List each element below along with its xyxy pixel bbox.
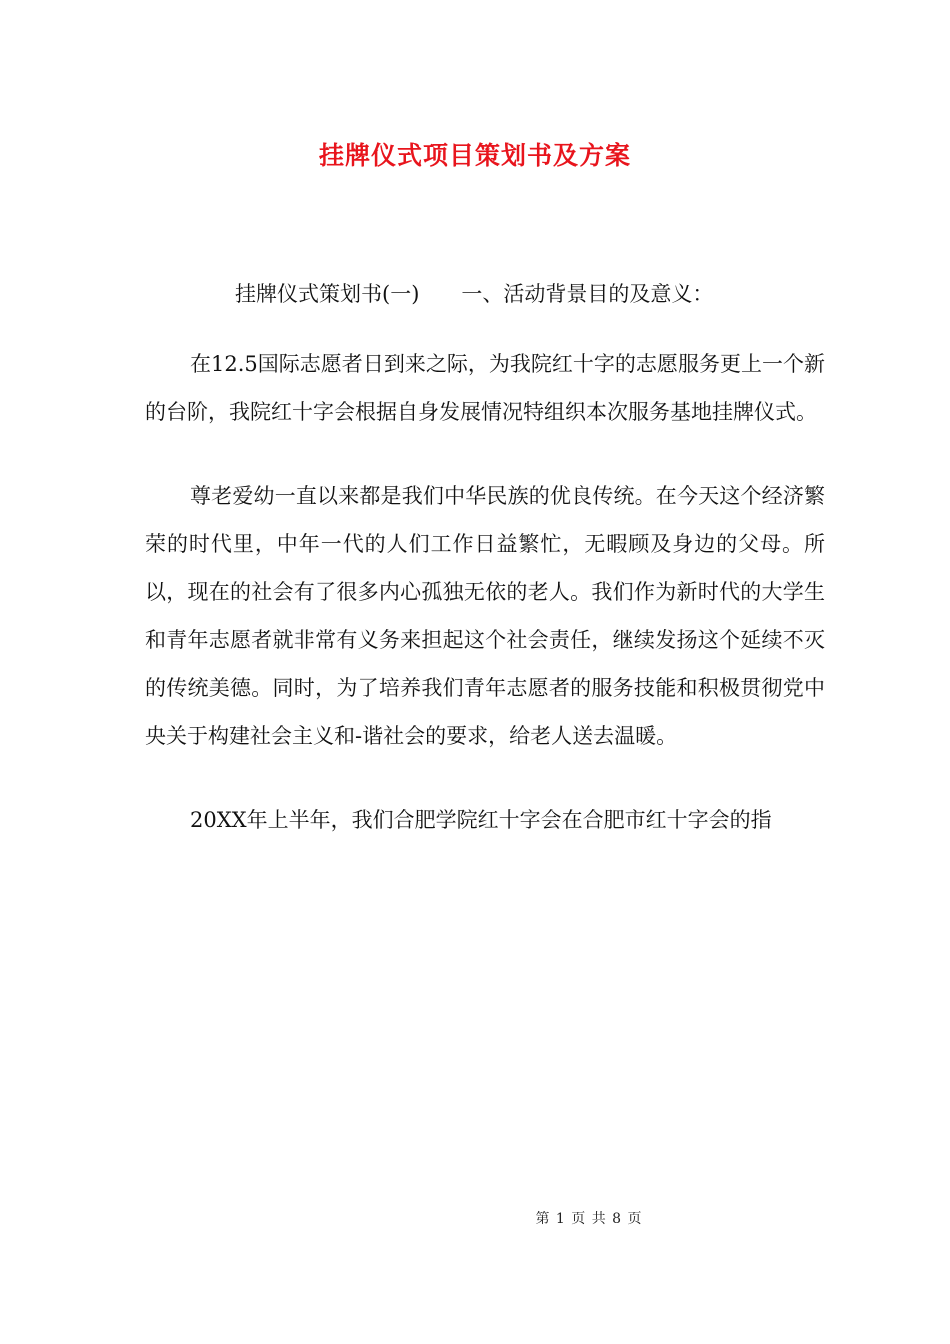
document-body xyxy=(145,270,825,880)
paragraph-heading: 挂牌仪式策划书(一) 一、活动背景目的及意义： xyxy=(235,282,714,306)
page-number-text: 第 1 页 共 8 页 xyxy=(535,1211,643,1227)
paragraph-3: 20XX年上半年，我们合肥学院红十字会在合肥市红十字会的指 xyxy=(190,808,772,832)
document-title: 挂牌仪式项目策划书及方案 xyxy=(318,141,631,170)
paragraph-1: 在12.5国际志愿者日到来之际，为我院红十字的志愿服务更上一个新的台阶，我院红十字会根据自身发展情况特组织本次服务基地挂牌仪式。 xyxy=(145,352,825,424)
paragraph-2: 尊老爱幼一直以来都是我们中华民族的优良传统。在今天这个经济繁荣的时代里，中年一代的人们工作日益繁忙，无暇顾及身边的父母。所以，现在的社会有了很多内心孤独无依的老人。我们作为新时代的大学生和青年志愿者就非常有义务来担起这个社会责任，继续发扬这个延续不灭的传统美德。同时，为了培养我们青年志愿者的服务技能和积极贯彻党中央关于构建社会主义和-谐社会的要求，给老人送去温暖。 xyxy=(145,484,825,748)
page-number-footer xyxy=(0,1208,950,1228)
